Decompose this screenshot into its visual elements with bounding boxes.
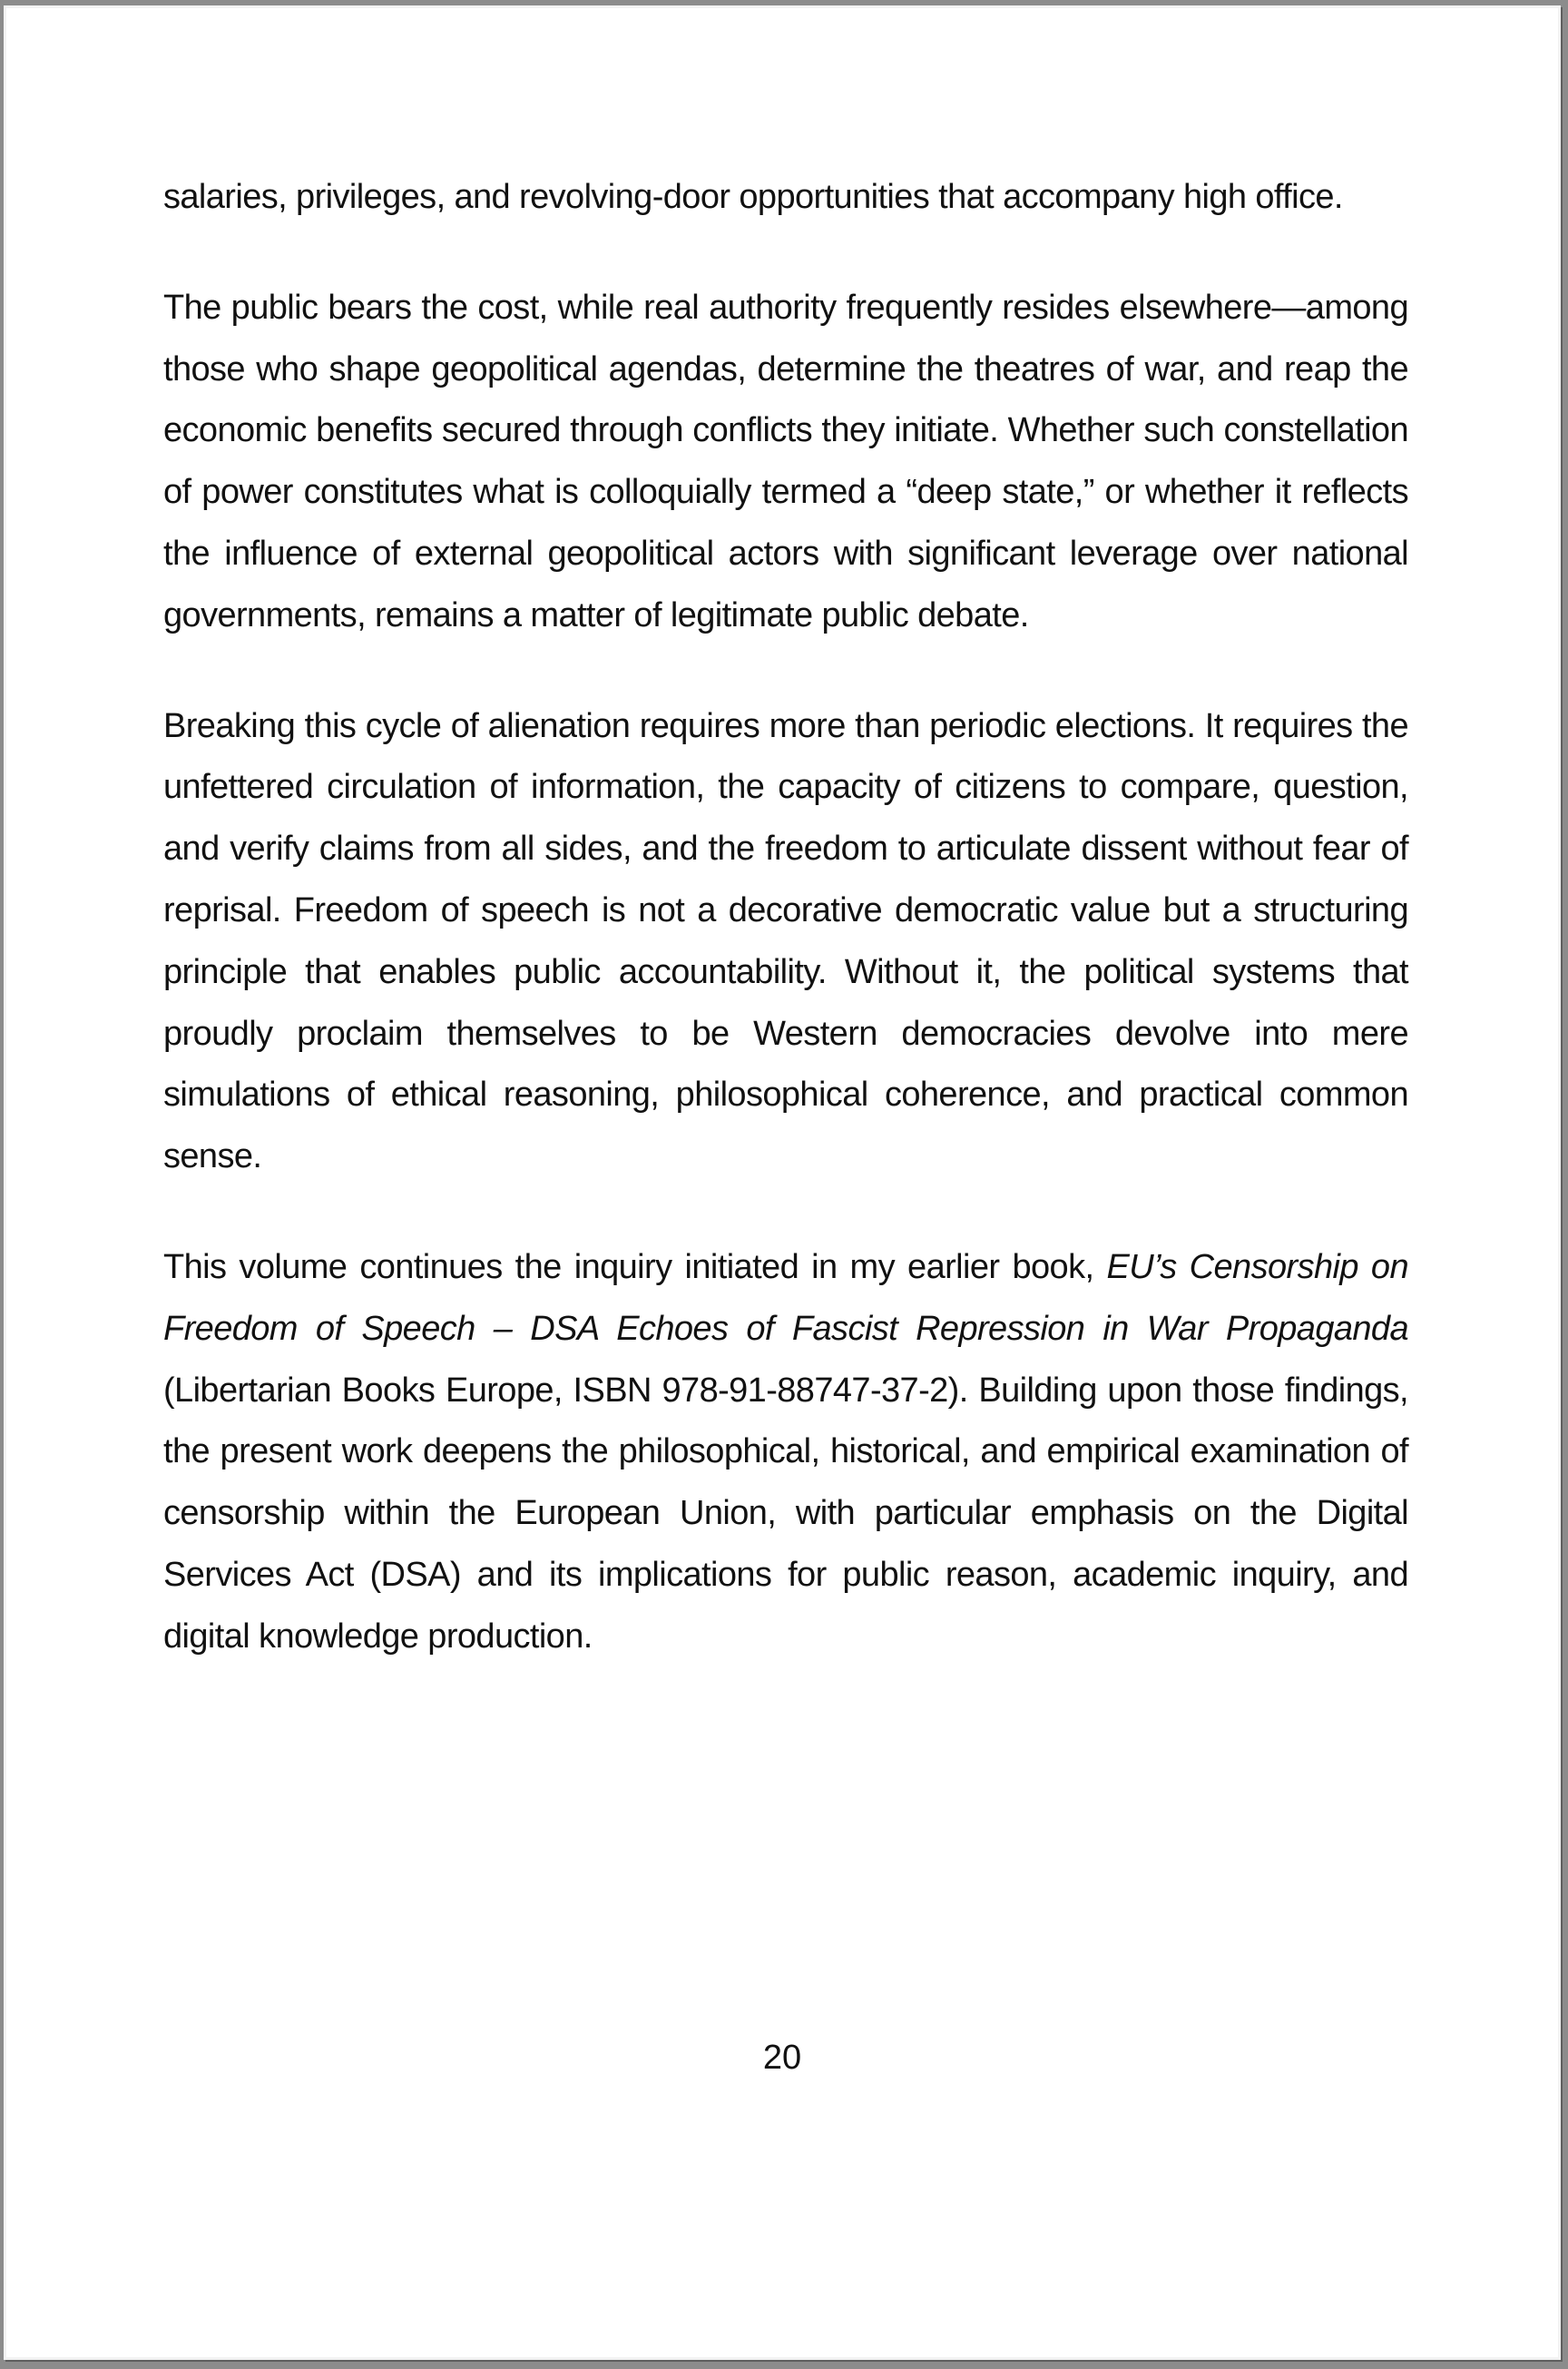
paragraph-4-intro: This volume continues the inquiry initiated in my earlier book, — [163, 1247, 1107, 1286]
paragraph-4-rest: (Libertarian Books Europe, ISBN 978-91-88747-37-2). Building upon those findings, the present work deepens the philosophical, historical, and empirical examination of censorship within the European Union, with particular emphasis on the Digital Services Act (DSA) and its implications for public reason, academic inquiry, and digital knowledge production. — [163, 1371, 1408, 1656]
body-text — [163, 167, 1408, 1717]
paragraph-3: Breaking this cycle of alienation requires more than periodic elections. It requires the unfettered circulation of information, the capacity of citizens to compare, question, and verify claims from all sides, and the freedom to articulate dissent without fear of reprisal. Freedom of speech is not a decorative democratic value but a structuring principle that enables public accountability. Without it, the political systems that proudly proclaim themselves to be Western democracies devolve into mere simulations of ethical reasoning, philosophical coherence, and practical common sense. — [163, 706, 1408, 1176]
paragraph-1: salaries, privileges, and revolving-door opportunities that accompany high office. — [163, 178, 1343, 216]
document-page — [4, 5, 1561, 2360]
paragraph-4 — [163, 1237, 1408, 1668]
paragraph-2: The public bears the cost, while real authority frequently resides elsewhere—among those who shape geopolitical agendas, determine the theatres of war, and reap the economic benefits secured through conflicts they initiate. Whether such constellation of power constitutes what is colloquially termed a “deep state,” or whether it reflects the influence of external geopolitical actors with significant leverage over national governments, remains a matter of legitimate public debate. — [163, 288, 1408, 634]
page-number: 20 — [762, 2039, 802, 2077]
book-title: EU’s Censorship on Freedom of Speech – DSA Echoes of Fascist Repression in War Propaganda — [163, 1247, 1408, 1348]
